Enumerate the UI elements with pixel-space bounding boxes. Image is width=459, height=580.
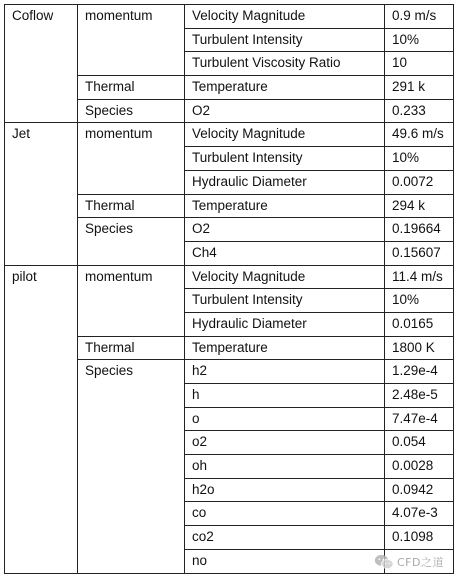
value-cell: 0.1098 <box>385 526 454 550</box>
parameter-cell: h2 <box>185 360 385 384</box>
zone-cell: pilot <box>5 265 78 573</box>
value-cell: 1800 K <box>385 336 454 360</box>
value-cell: 0.0072 <box>385 170 454 194</box>
zone-cell: Coflow <box>5 5 78 123</box>
parameter-cell: Turbulent Intensity <box>185 28 385 52</box>
table-body <box>5 5 454 574</box>
parameter-cell: Turbulent Viscosity Ratio <box>185 52 385 76</box>
watermark-text: CFD之道 <box>397 556 444 569</box>
parameter-cell: Hydraulic Diameter <box>185 312 385 336</box>
table-row <box>5 265 454 289</box>
table-row <box>5 123 454 147</box>
value-cell: 0.0028 <box>385 455 454 479</box>
parameter-cell: O2 <box>185 218 385 242</box>
parameter-cell: Temperature <box>185 336 385 360</box>
value-cell: 49.6 m/s <box>385 123 454 147</box>
category-cell: Species <box>78 99 185 123</box>
parameter-cell: h <box>185 384 385 408</box>
value-cell: 0.9 m/s <box>385 5 454 29</box>
value-cell: 0.0165 <box>385 312 454 336</box>
parameter-cell: Turbulent Intensity <box>185 289 385 313</box>
boundary-conditions-table <box>4 4 454 574</box>
value-cell: 0.233 <box>385 99 454 123</box>
value-cell: 10% <box>385 147 454 171</box>
value-cell: 1.29e-4 <box>385 360 454 384</box>
category-cell: momentum <box>78 5 185 76</box>
category-cell: Species <box>78 218 185 265</box>
parameter-cell: co <box>185 502 385 526</box>
parameter-cell: Ch4 <box>185 241 385 265</box>
value-cell: 11.4 m/s <box>385 265 454 289</box>
value-cell: 10% <box>385 289 454 313</box>
parameter-cell: Velocity Magnitude <box>185 265 385 289</box>
parameter-cell: no <box>185 549 385 573</box>
value-cell: 10 <box>385 52 454 76</box>
value-cell: 294 k <box>385 194 454 218</box>
value-cell: 4.07e-3 <box>385 502 454 526</box>
value-cell: 10% <box>385 28 454 52</box>
category-cell: Thermal <box>78 76 185 100</box>
parameter-cell: Turbulent Intensity <box>185 147 385 171</box>
parameter-cell: o2 <box>185 431 385 455</box>
category-cell: momentum <box>78 123 185 194</box>
parameter-cell: Velocity Magnitude <box>185 123 385 147</box>
parameter-cell: oh <box>185 455 385 479</box>
category-cell: momentum <box>78 265 185 336</box>
parameter-cell: Temperature <box>185 194 385 218</box>
table-row <box>5 5 454 29</box>
parameter-cell: O2 <box>185 99 385 123</box>
value-cell: 2.48e-5 <box>385 384 454 408</box>
value-cell: 0.19664 <box>385 218 454 242</box>
value-cell: 0.054 <box>385 431 454 455</box>
parameter-cell: o <box>185 407 385 431</box>
category-cell: Thermal <box>78 194 185 218</box>
zone-cell: Jet <box>5 123 78 265</box>
category-cell: Species <box>78 360 185 573</box>
value-cell: 7.47e-4 <box>385 407 454 431</box>
parameter-cell: Velocity Magnitude <box>185 5 385 29</box>
value-cell: 0.15607 <box>385 241 454 265</box>
parameter-cell: Hydraulic Diameter <box>185 170 385 194</box>
parameter-cell: h2o <box>185 478 385 502</box>
value-cell: 291 k <box>385 76 454 100</box>
category-cell: Thermal <box>78 336 185 360</box>
value-cell: 0.0942 <box>385 478 454 502</box>
parameter-cell: Temperature <box>185 76 385 100</box>
parameter-cell: co2 <box>185 526 385 550</box>
value-cell <box>385 549 454 573</box>
